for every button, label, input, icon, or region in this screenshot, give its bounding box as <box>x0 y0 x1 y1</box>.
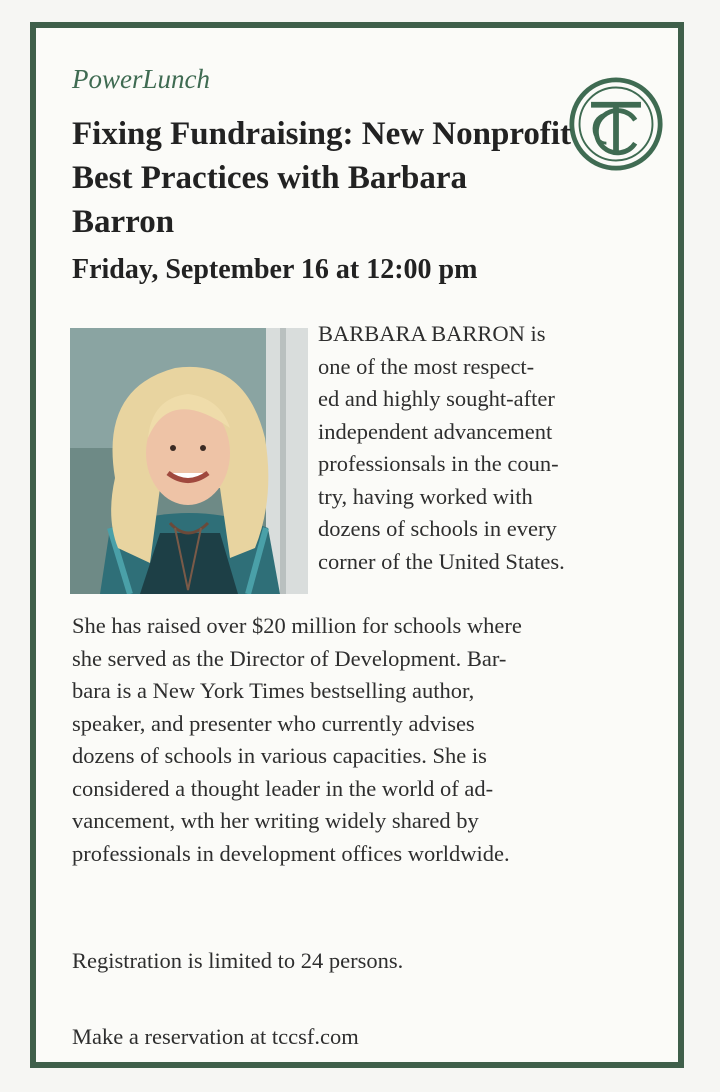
bio-body: She has raised over $20 million for schools where she served as the Director of Development. Bar- bara is a New York Times bestselling author, speaker, and presenter who currently advises dozens of schools in various capacities. She is considered a thought leader in the world of ad- vancement, wth her writing widely shared by professionals in development offices worldwide. <box>72 613 522 866</box>
series-label: PowerLunch <box>72 64 210 94</box>
bio-intro: BARBARA BARRON is one of the most respect- ed and highly sought-after independent advancement professionsals in the coun- try, having worked with dozens of schools in every corner of the United States. <box>318 321 565 574</box>
reservation-note: Make a reservation at tccsf.com <box>72 1024 359 1049</box>
speaker-photo <box>70 328 308 594</box>
tc-monogram-icon <box>568 76 664 172</box>
flyer-frame <box>30 22 684 1068</box>
event-date: Friday, September 16 at 12:00 pm <box>72 254 478 285</box>
event-title: Fixing Fundraising: New Nonprofit Best Practices with Barbara Barron <box>72 116 572 240</box>
registration-note: Registration is limited to 24 persons. <box>72 948 404 973</box>
